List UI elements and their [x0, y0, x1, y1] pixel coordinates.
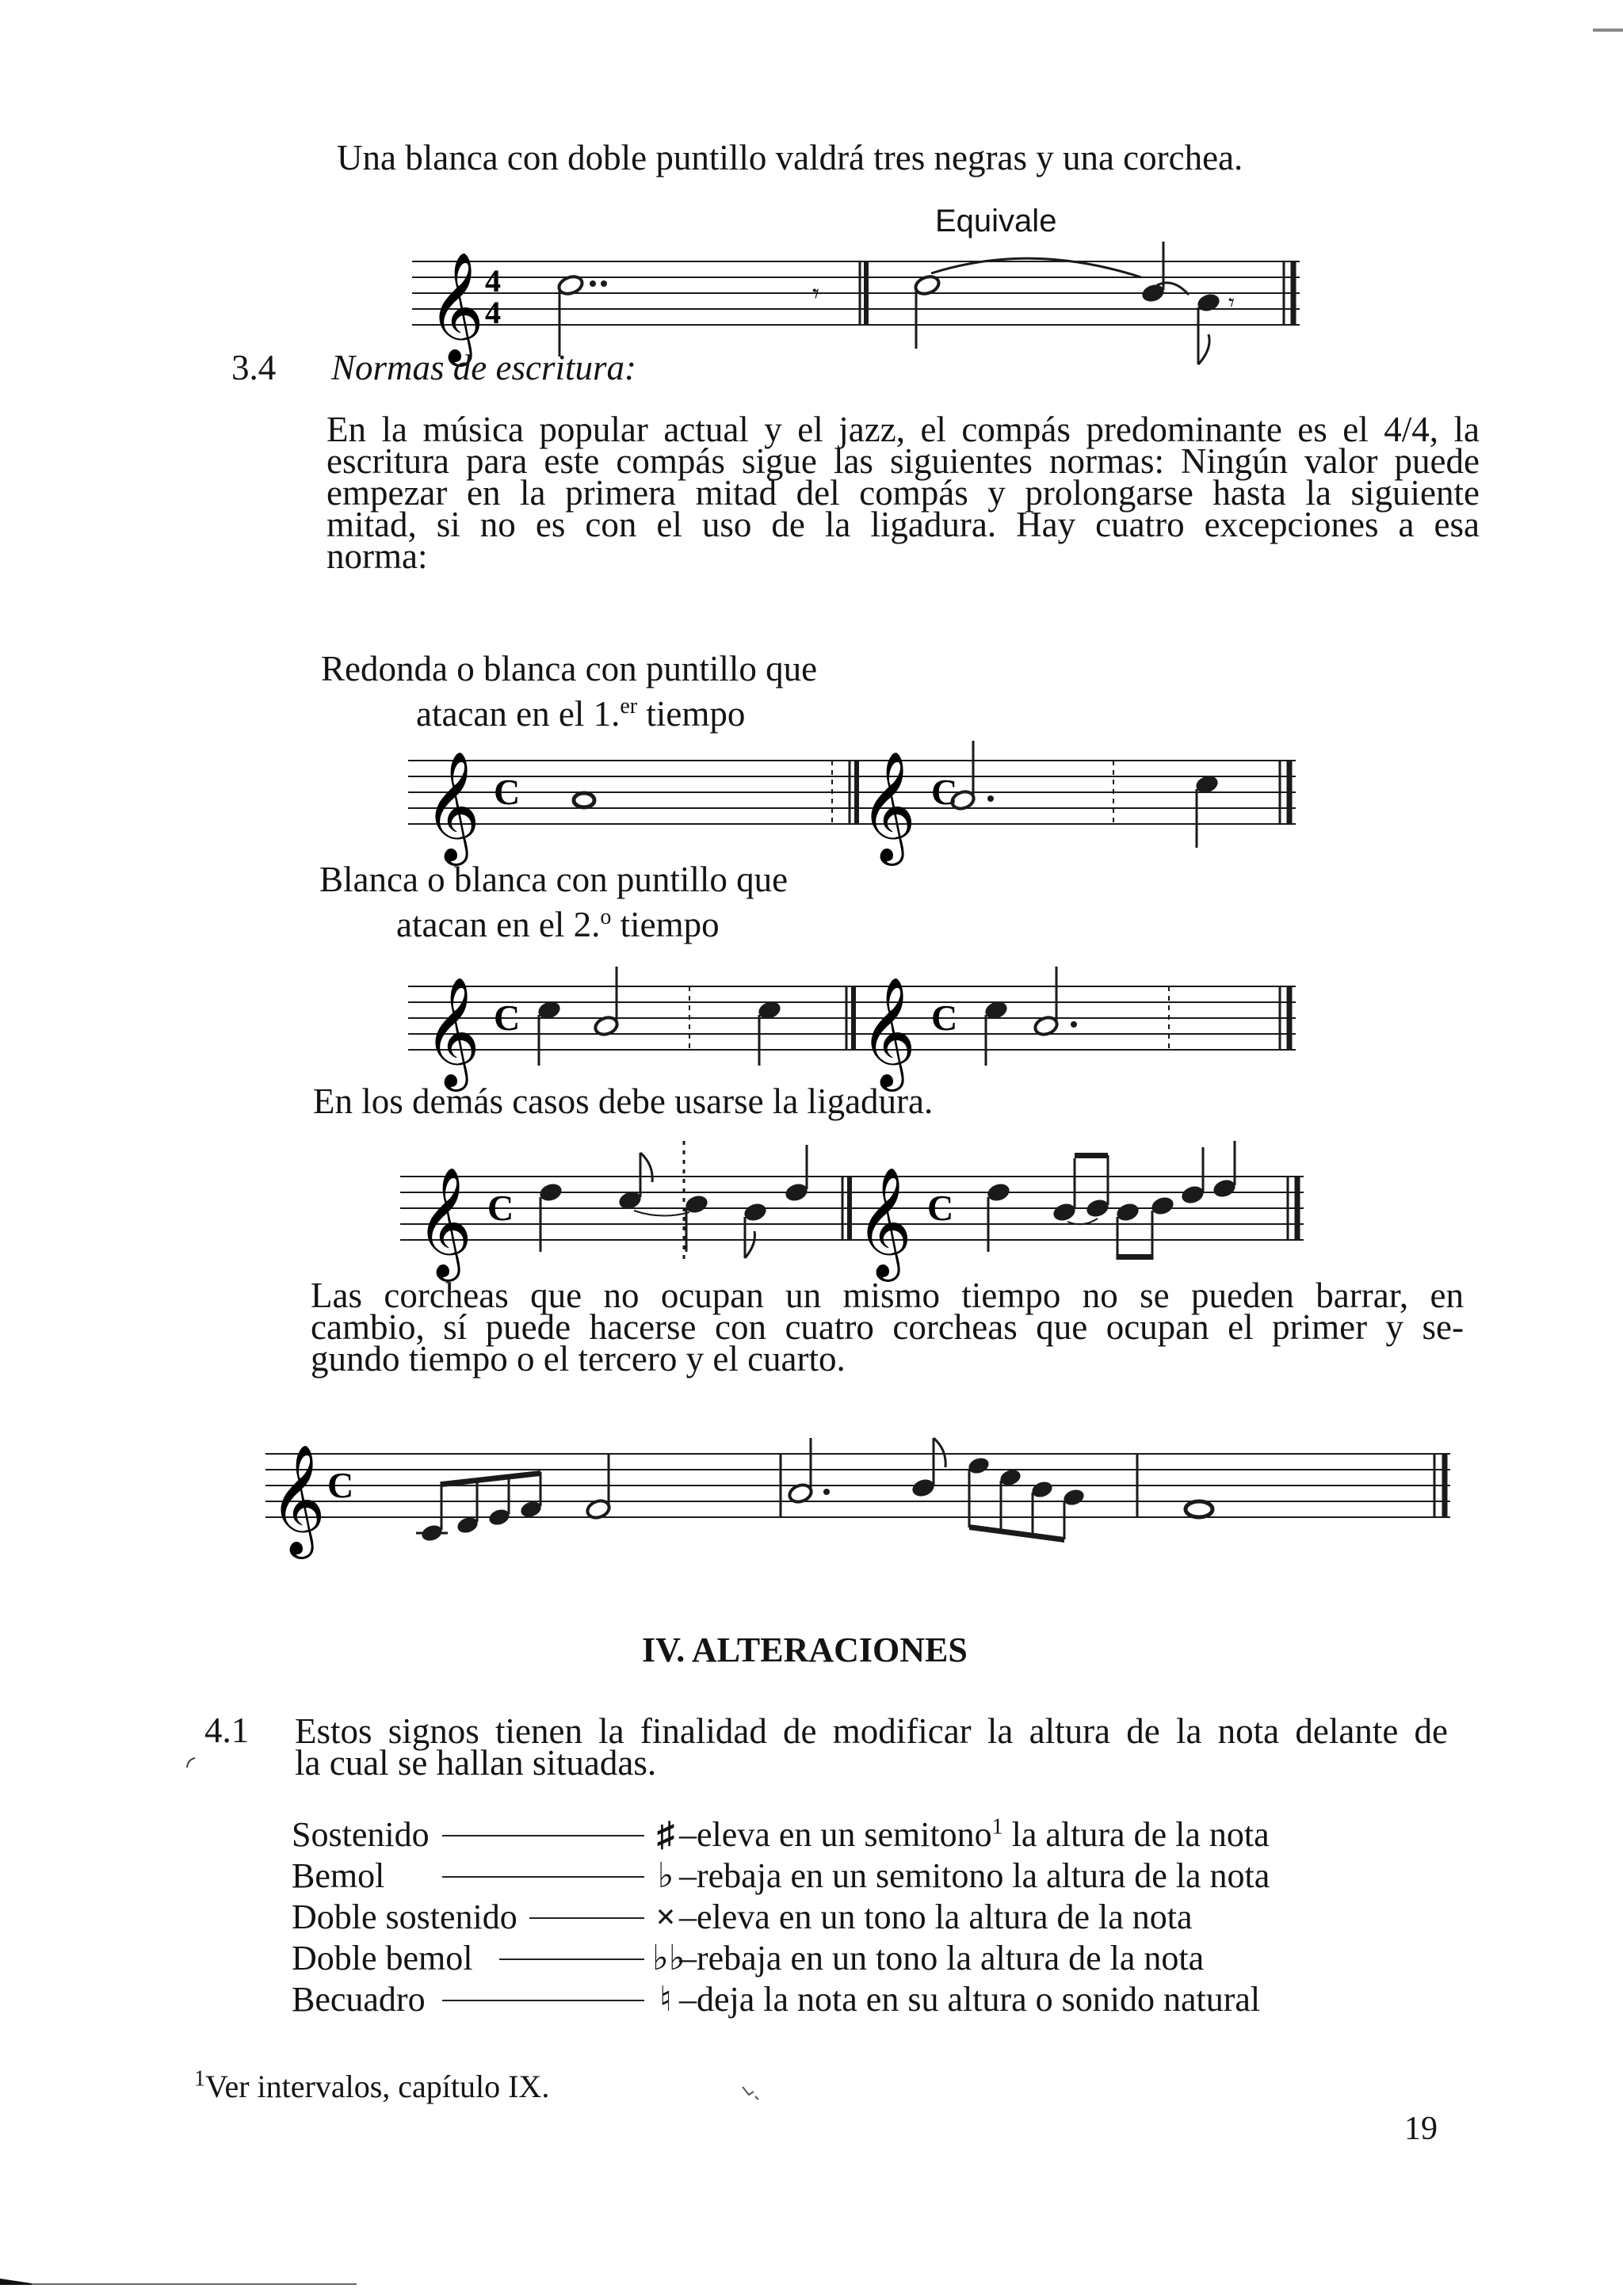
paragraph-line: En la música popular actual y el jazz, el compás predominante es el 4/4, la: [327, 410, 1480, 449]
case2-line1: Blanca o blanca con puntillo que: [319, 860, 789, 899]
sign-description: –eleva en un semitono: [679, 1815, 992, 1854]
section-3-4-paragraph: [327, 410, 1480, 576]
treble-clef-icon: 𝄞: [856, 1167, 912, 1277]
treble-clef-icon: 𝄞: [860, 751, 916, 861]
treble-clef-icon: 𝄞: [269, 1444, 326, 1554]
sign-description: –rebaja en un tono la altura de la nota: [679, 1939, 1205, 1978]
treble-clef-icon: 𝄞: [416, 1167, 472, 1277]
case1-ordinal: er: [620, 694, 638, 719]
case1-suffix: tiempo: [637, 694, 746, 734]
natural-icon: ♮: [659, 1980, 672, 2019]
sign-name: Bemol: [292, 1856, 385, 1895]
leader-rule: [529, 1917, 644, 1919]
leader-rule: [442, 2000, 644, 2001]
leader-rule: [442, 1876, 644, 1878]
staff-whole-and-dotted-half: [408, 737, 1312, 861]
paragraph-line: escritura para este compás sigue las siguientes normas: Ningún valor puede: [327, 441, 1480, 481]
beaming-paragraph: [311, 1276, 1464, 1379]
sign-row-becuadro: [292, 1979, 1260, 2020]
intro-sentence: Una blanca con doble puntillo valdrá tres negras y una corchea.: [337, 138, 1243, 177]
case2-ordinal: o: [600, 905, 612, 929]
sign-name: Becuadro: [292, 1980, 426, 2019]
staff-tied-values: [400, 1133, 1319, 1277]
footnote: [194, 2065, 549, 2108]
footnote-text: Ver intervalos, capítulo IX.: [205, 2069, 550, 2104]
treble-clef-icon: 𝄞: [860, 977, 916, 1087]
footnote-marker: 1: [194, 2066, 205, 2092]
pencil-mark-icon: [741, 2084, 765, 2107]
sign-row-sostenido: [292, 1814, 1270, 1855]
svg-text:C: C: [931, 772, 958, 812]
pencil-mark-icon: [184, 1755, 200, 1775]
paragraph-line: mitad, si no es con el uso de la ligadura. Hay cuatro excepciones a esa: [327, 505, 1480, 544]
section-4-1-paragraph: [295, 1711, 1448, 1783]
page-number: 19: [1404, 2111, 1438, 2147]
scan-edge-artifact: [1593, 29, 1623, 32]
case2-prefix: atacan en el 2.: [396, 905, 601, 944]
paragraph-line: Estos signos tienen la finalidad de modificar la altura de la nota delante de: [295, 1711, 1448, 1751]
case2-suffix: tiempo: [611, 905, 720, 944]
treble-clef-icon: 𝄞: [424, 751, 480, 861]
sign-description-tail: la altura de la nota: [1002, 1815, 1270, 1854]
flat-icon: ♭: [657, 1856, 674, 1895]
svg-text:C: C: [927, 1188, 954, 1228]
staff-half-on-second-beat: [408, 947, 1312, 1087]
sign-row-doble-sostenido: [292, 1897, 1193, 1938]
sign-description: –rebaja en un semitono la altura de la nota: [679, 1856, 1270, 1895]
sign-name: Doble bemol: [292, 1939, 473, 1978]
svg-text:4: 4: [485, 263, 501, 299]
svg-text:𝄾: 𝄾: [1228, 289, 1235, 317]
sign-description: –deja la nota en su altura o sonido natural: [679, 1980, 1261, 2019]
section-number-4-1: 4.1: [204, 1711, 250, 1750]
paragraph-line: empezar en la primera mitad del compás y prolongarse hasta la siguiente: [327, 473, 1480, 513]
paragraph-line: la cual se hallan situadas.: [295, 1743, 657, 1783]
treble-clef-icon: 𝄞: [424, 977, 480, 1087]
paragraph-line: Las corcheas que no ocupan un mismo tiempo no se pueden barrar, en: [311, 1276, 1464, 1315]
svg-text:C: C: [494, 772, 521, 812]
equivale-label: Equivale: [935, 204, 1057, 238]
section-iv-title: IV. ALTERACIONES: [642, 1630, 968, 1669]
sharp-icon: ♯: [657, 1815, 674, 1854]
paragraph-line: norma:: [327, 536, 428, 576]
staff-beamed-eighths: [265, 1418, 1462, 1554]
sign-description: –eleva en un tono la altura de la nota: [679, 1897, 1193, 1936]
svg-text:𝄾: 𝄾: [812, 278, 820, 310]
case2-line2: [396, 903, 720, 946]
section-heading-3-4: Normas de escritura:: [331, 348, 636, 387]
sign-row-bemol: [292, 1855, 1270, 1897]
leader-rule: [442, 1835, 644, 1836]
footnote-ref: 1: [991, 1814, 1003, 1840]
case1-prefix: atacan en el 1.: [416, 694, 621, 734]
case1-line2: [416, 692, 745, 735]
section-number-3-4: 3.4: [231, 348, 277, 387]
svg-text:C: C: [931, 997, 958, 1038]
sign-row-doble-bemol: [292, 1938, 1204, 1979]
paragraph-line: gundo tiempo o el tercero y el cuarto.: [311, 1339, 846, 1379]
double-sharp-icon: ×: [655, 1897, 676, 1936]
svg-text:4: 4: [485, 295, 501, 330]
svg-text:C: C: [487, 1188, 514, 1228]
leader-rule: [499, 1958, 644, 1960]
svg-text:C: C: [494, 997, 521, 1038]
case1-line1: Redonda o blanca con puntillo que: [321, 649, 818, 688]
scan-edge-artifact: [0, 2275, 357, 2286]
double-flat-icon: ♭♭: [652, 1939, 685, 1978]
sign-name: Sostenido: [292, 1815, 430, 1854]
sign-name: Doble sostenido: [292, 1897, 517, 1936]
svg-text:C: C: [327, 1465, 354, 1505]
paragraph-line: cambio, sí puede hacerse con cuatro corcheas que ocupan el primer y se-: [311, 1307, 1464, 1347]
other-cases-sentence: En los demás casos debe usarse la ligadura.: [313, 1081, 934, 1121]
svg-text:𝄞: 𝄞: [428, 252, 484, 362]
